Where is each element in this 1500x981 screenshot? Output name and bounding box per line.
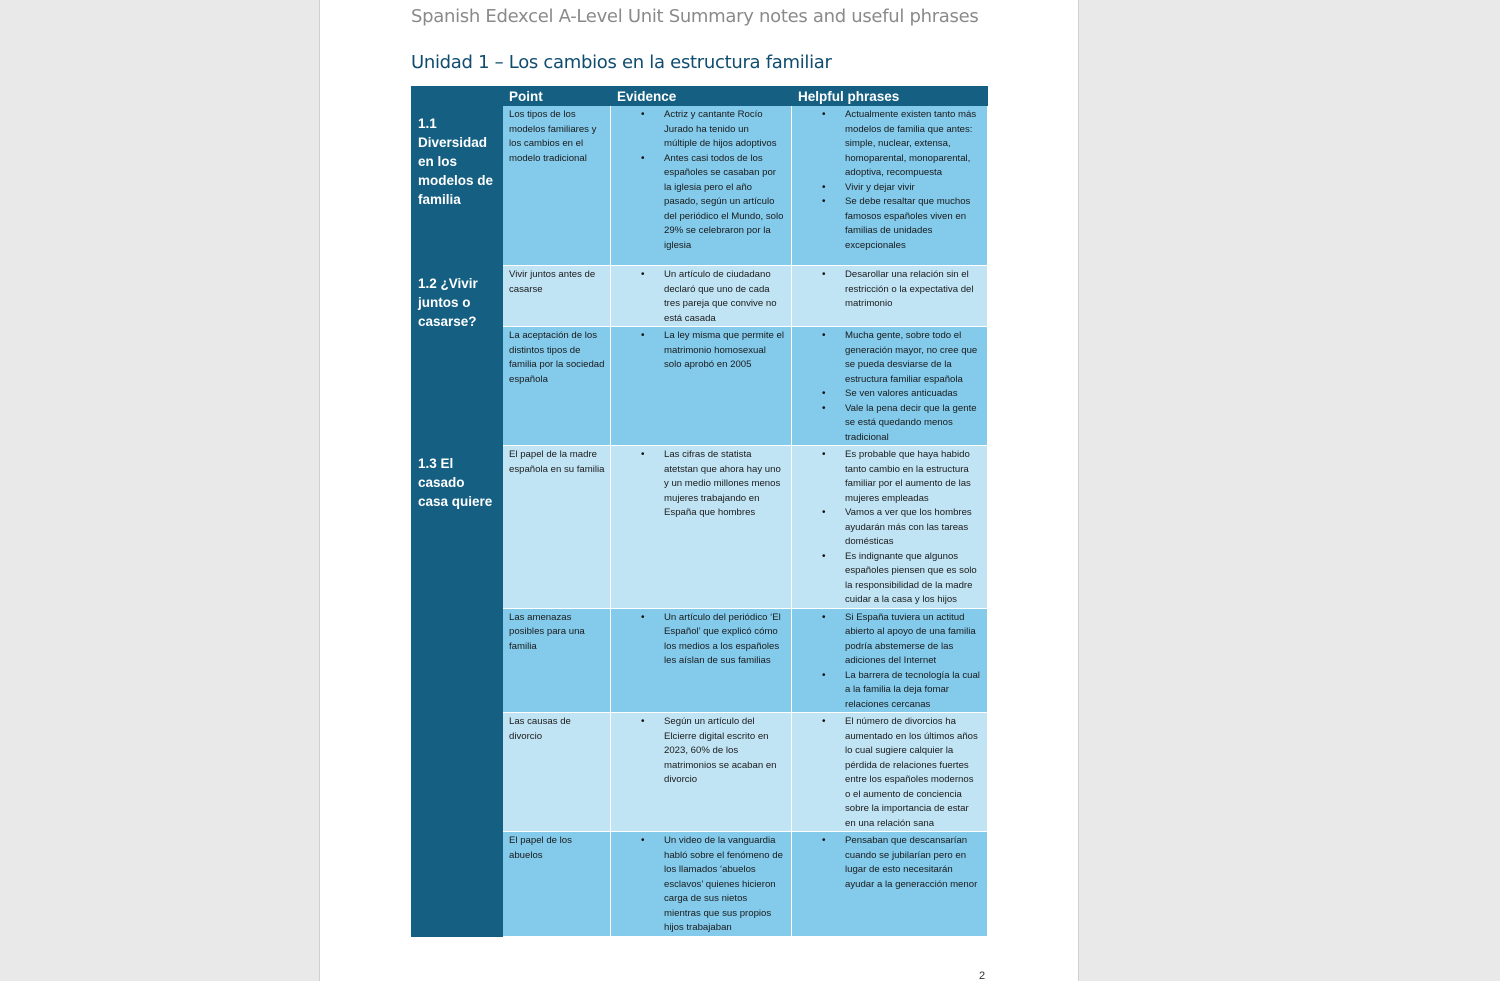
list-item: • Vivir y dejar vivir <box>798 181 982 196</box>
evidence-cell <box>611 327 792 446</box>
evidence-list <box>617 268 786 326</box>
list-item: • Si España tuviera un actitud abierto al apoyo de una familia podría abstemerse de las adiciones del Internet <box>798 611 982 669</box>
list-item: • Las cifras de statista atetstan que ahora hay uno y un medio millones menos mujeres trabajando en España que hombres <box>617 448 786 521</box>
phrases-cell <box>792 608 988 713</box>
list-item: • Antes casi todos de los españoles se casaban por la iglesia pero el año pasado, según un artículo del periódico el Mundo, solo 29% se celebraron por la iglesia <box>617 152 786 254</box>
header-phrases: Helpful phrases <box>792 87 988 106</box>
evidence-cell <box>611 713 792 832</box>
list-item: • Se debe resaltar que muchos famosos españoles viven en familias de unidades excepcionales <box>798 195 982 253</box>
list-item: • Según un artículo del Elcierre digital escrito en 2023, 60% de los matrimonios se acaban en divorcio <box>617 715 786 788</box>
unit-title: Unidad 1 – Los cambios en la estructura familiar <box>411 52 832 73</box>
page-number: 2 <box>979 970 986 981</box>
notes-table <box>411 86 988 937</box>
unit-label: 1.2 ¿Vivir juntos o casarse? <box>412 266 503 446</box>
list-item: • Un artículo de ciudadano declaró que uno de cada tres pareja que convive no está casada <box>617 268 786 326</box>
header-evidence: Evidence <box>611 87 792 106</box>
list-item: • Actualmente existen tanto más modelos de familia que antes: simple, nuclear, extensa, homoparental, monoparental, adoptiva, recompuesta <box>798 108 982 181</box>
evidence-list <box>617 448 786 521</box>
list-item: • El número de divorcios ha aumentado en los últimos años lo cual sugiere calquier la pérdida de relaciones fuertes entre los españoles modernos o el aumento de conciencia sobre la importancia de estar en una relación sana <box>798 715 982 831</box>
phrases-cell <box>792 446 988 609</box>
table-header-row <box>412 87 988 106</box>
phrases-list <box>798 329 982 445</box>
list-item: • Mucha gente, sobre todo el generación mayor, no cree que se pueda desviarse de la estructura familiar española <box>798 329 982 387</box>
header-unit <box>412 87 503 106</box>
list-item: • Desarollar una relación sin el restricción o la expectativa del matrimonio <box>798 268 982 312</box>
page-header: Spanish Edexcel A-Level Unit Summary notes and useful phrases <box>411 6 979 27</box>
evidence-list <box>617 834 786 936</box>
list-item: • Pensaban que descansarían cuando se jubilarían pero en lugar de esto necesitarán ayudar a la generacción menor <box>798 834 982 892</box>
list-item: • Actriz y cantante Rocío Jurado ha tenido un múltiple de hijos adoptivos <box>617 108 786 152</box>
phrases-cell <box>792 832 988 937</box>
point-cell: El papel de la madre española en su familia <box>503 446 611 609</box>
list-item: • Un artículo del periódico ‘El Español’ que explicó cómo los medios a los españoles les aíslan de sus familias <box>617 611 786 669</box>
phrases-cell <box>792 327 988 446</box>
list-item: • Vale la pena decir que la gente se está quedando menos tradicional <box>798 402 982 446</box>
list-item: • Se ven valores anticuadas <box>798 387 982 402</box>
phrases-list <box>798 715 982 831</box>
evidence-cell <box>611 608 792 713</box>
evidence-list <box>617 611 786 669</box>
table-body <box>412 106 988 937</box>
phrases-cell <box>792 713 988 832</box>
phrases-list <box>798 448 982 608</box>
list-item: • Es indignante que algunos españoles piensen que es solo la responsibilidad de la madre cuidar a la casa y los hijos <box>798 550 982 608</box>
phrases-cell <box>792 266 988 327</box>
evidence-cell <box>611 832 792 937</box>
list-item: • Es probable que haya habido tanto cambio en la estructura familiar por el aumento de las mujeres empleadas <box>798 448 982 506</box>
evidence-cell <box>611 106 792 266</box>
evidence-cell <box>611 266 792 327</box>
evidence-list <box>617 108 786 253</box>
unit-label: 1.1 Diversidad en los modelos de familia <box>412 106 503 266</box>
table-row <box>412 266 988 327</box>
point-cell: Vivir juntos antes de casarse <box>503 266 611 327</box>
list-item: • La ley misma que permite el matrimonio homosexual solo aprobó en 2005 <box>617 329 786 373</box>
evidence-cell <box>611 446 792 609</box>
point-cell: Las causas de divorcio <box>503 713 611 832</box>
table-row <box>412 446 988 609</box>
point-cell: El papel de los abuelos <box>503 832 611 937</box>
list-item: • Un video de la vanguardia habló sobre el fenómeno de los llamados ‘abuelos esclavos’ quienes hicieron carga de sus nietos mientras que sus propios hijos trabajaban <box>617 834 786 936</box>
phrases-list <box>798 834 982 892</box>
list-item: • La barrera de tecnología la cual a la familia la deja fomar relaciones cercanas <box>798 669 982 713</box>
phrases-list <box>798 108 982 253</box>
evidence-list <box>617 329 786 373</box>
header-point: Point <box>503 87 611 106</box>
point-cell: La aceptación de los distintos tipos de familia por la sociedad española <box>503 327 611 446</box>
phrases-cell <box>792 106 988 266</box>
point-cell: Las amenazas posibles para una familia <box>503 608 611 713</box>
table-row <box>412 106 988 266</box>
list-item: • Vamos a ver que los hombres ayudarán más con las tareas domésticas <box>798 506 982 550</box>
phrases-list <box>798 268 982 312</box>
phrases-list <box>798 611 982 713</box>
point-cell: Los tipos de los modelos familiares y los cambios en el modelo tradicional <box>503 106 611 266</box>
evidence-list <box>617 715 786 788</box>
document-page <box>319 0 1079 981</box>
unit-label: 1.3 El casado casa quiere <box>412 446 503 937</box>
